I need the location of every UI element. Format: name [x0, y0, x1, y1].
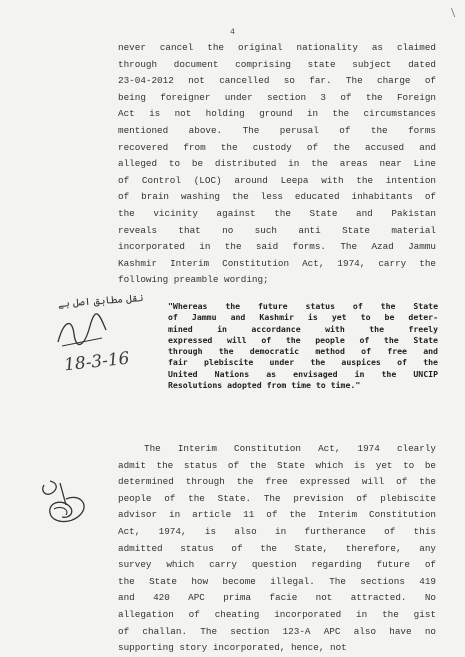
paragraph-2-line: supporting story incorporated, hence, not: [118, 642, 347, 654]
handwritten-signature-2: [36, 475, 96, 531]
paragraph-1-line: alleged to be distributed in the areas near Line: [118, 158, 436, 170]
quote-line: of Jammu and Kashmir is yet to be deter-: [168, 312, 438, 323]
paragraph-2-line: of challan. The section 123-A APC also have no: [118, 625, 436, 637]
paragraph-1-line: being foreigner under section 3 of the Foreign: [118, 91, 436, 103]
handwritten-signature-1: [54, 312, 114, 352]
paragraph-2-line: advisor in article 11 of the Interim Constitution: [118, 509, 436, 521]
paragraph-1-line: 23-04-2012 not cancelled so far. The charge of: [118, 75, 436, 87]
page-number: 4: [230, 28, 235, 37]
paragraph-2-line: the State how become illegal. The sections 419: [118, 575, 436, 587]
paragraph-1-line: Kashmir Interim Constitution Act, 1974, carry the: [118, 257, 436, 269]
preamble-quote: [168, 301, 438, 391]
quote-line: through the democratic method of free and: [168, 346, 438, 357]
paragraph-1-line: Act is not holding ground in the circumstances: [118, 108, 436, 120]
paragraph-1-line: incorporated in the said forms. The Azad Jammu: [118, 241, 436, 253]
paragraph-1-line: mentioned above. The perusal of the forms: [118, 124, 436, 136]
stamp-date: 18-3-16: [63, 348, 131, 376]
certified-copy-stamp: نقل مطابق اصل ہے: [57, 293, 144, 310]
paragraph-1-line: never cancel the original nationality as claimed: [118, 42, 436, 53]
paragraph-2-line: determined through the free expressed will of the: [118, 476, 436, 488]
paragraph-2-line: and 420 APC prima facie not attracted. No: [118, 592, 436, 604]
paragraph-2: [118, 441, 436, 657]
paragraph-1-line: recovered from the custody of the accused and: [118, 141, 436, 153]
paragraph-1-line: the vicinity against the State and Pakistan: [118, 207, 436, 219]
paragraph-2-line: people of the State. The prevision of plebiscite: [118, 492, 436, 504]
paragraph-1-line: through document comprising state subject dated: [118, 58, 436, 70]
paragraph-2-line: The Interim Constitution Act, 1974 clearly: [144, 443, 436, 454]
paragraph-1-line: following preamble wording;: [118, 274, 269, 286]
paragraph-1-line: of Control (LOC) around Leepa with the intention: [118, 174, 436, 186]
paragraph-2-line: admit the status of the State which is yet to be: [118, 459, 436, 471]
paragraph-2-line: allegation of cheating incorporated in the gist: [118, 608, 436, 620]
paragraph-1: [118, 40, 436, 289]
quote-line: United Nations as envisaged in the UNCIP: [168, 368, 438, 379]
paragraph-2-line: Act, 1974, is also in furtherance of this: [118, 525, 436, 537]
corner-mark: \: [451, 6, 455, 21]
quote-line: "Whereas the future status of the State: [168, 301, 438, 311]
paragraph-1-line: of brain washing the less educated inhabitants of: [118, 191, 436, 203]
quote-line: mined in accordance with the freely: [168, 323, 438, 334]
quote-line: fair plebiscite under the auspices of the: [168, 357, 438, 368]
quote-line: expressed will of the people of the State: [168, 334, 438, 345]
paragraph-1-line: reveals that no such anti State material: [118, 224, 436, 236]
paragraph-2-line: survey which carry question regarding future of: [118, 559, 436, 571]
paragraph-2-line: admitted status of the State, therefore, any: [118, 542, 436, 554]
quote-line: Resolutions adopted from time to time.": [168, 380, 361, 391]
